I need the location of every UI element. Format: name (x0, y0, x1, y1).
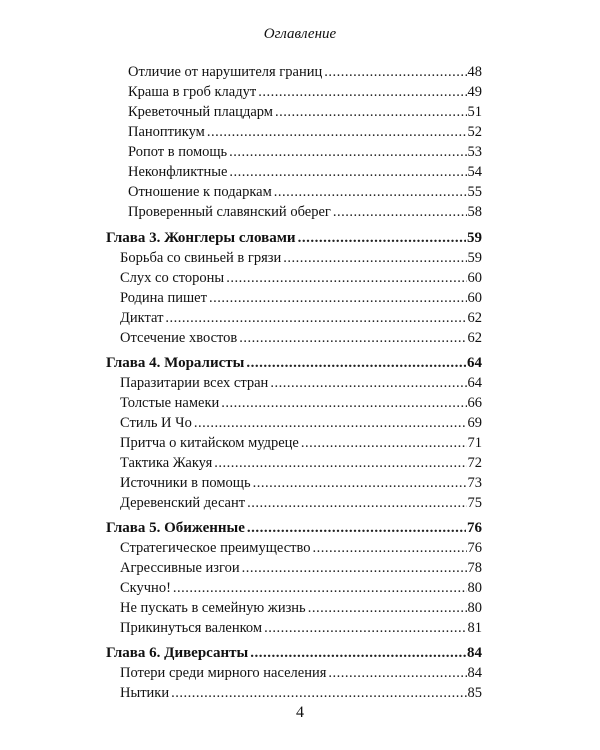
toc-entry-page: 84 (467, 665, 482, 681)
toc-entry-page: 49 (467, 84, 482, 100)
toc-entry-page: 60 (467, 290, 482, 306)
toc-entry-title: Отношение к подаркам (128, 184, 272, 200)
toc-entry-title: Паноптикум (128, 124, 205, 140)
dot-leader (250, 643, 466, 663)
dot-leader (209, 288, 467, 308)
toc-chapter-6[interactable] (106, 643, 482, 663)
toc-entry-title: Стратегическое преимущество (120, 540, 311, 556)
toc-entry[interactable] (120, 453, 482, 473)
toc-entry[interactable] (128, 182, 482, 202)
running-header: Оглавление (263, 26, 337, 42)
toc-entry[interactable] (120, 373, 482, 393)
dot-leader (229, 142, 466, 162)
toc-entry-title: Слух со стороны (120, 270, 225, 286)
toc-entry-page: 78 (467, 560, 482, 576)
toc-entry-page: 58 (467, 204, 482, 220)
dot-leader (274, 182, 467, 202)
chapter-page: 84 (467, 645, 482, 661)
toc-entry-page: 64 (467, 375, 482, 391)
dot-leader (328, 663, 466, 683)
toc-entry[interactable] (120, 288, 482, 308)
toc-entry[interactable] (128, 62, 482, 82)
toc-entry-page: 54 (467, 164, 482, 180)
toc-entry[interactable] (120, 493, 482, 513)
toc-entry[interactable] (128, 122, 482, 142)
toc-entry[interactable] (120, 578, 482, 598)
dot-leader (312, 538, 466, 558)
toc-entry-page: 80 (467, 580, 482, 596)
dot-leader (275, 102, 467, 122)
dot-leader (283, 248, 466, 268)
toc-entry[interactable] (120, 308, 482, 328)
dot-leader (253, 473, 467, 493)
toc-entry-page: 52 (467, 124, 482, 140)
toc-entry[interactable] (120, 393, 482, 413)
toc-entry-title: Нытики (120, 685, 170, 701)
toc-entry-page: 72 (467, 455, 482, 471)
toc-entry-page: 55 (467, 184, 482, 200)
dot-leader (239, 328, 466, 348)
toc-entry[interactable] (128, 82, 482, 102)
toc-entry-title: Стиль И Чо (120, 415, 192, 431)
toc-entry[interactable] (120, 473, 482, 493)
toc-entry-page: 69 (467, 415, 482, 431)
toc-entry-title: Тактика Жакуя (120, 455, 213, 471)
toc-entry[interactable] (120, 268, 482, 288)
dot-leader (194, 413, 467, 433)
toc-entry-page: 48 (467, 64, 482, 80)
toc-entry-title: Толстые намеки (120, 395, 220, 411)
chapter-title: Глава 3. Жонглеры словами (106, 230, 296, 246)
toc-entry-title: Отсечение хвостов (120, 330, 238, 346)
toc-entry[interactable] (120, 413, 482, 433)
dot-leader (247, 518, 466, 538)
dot-leader (226, 268, 466, 288)
dot-leader (258, 82, 466, 102)
toc-entry[interactable] (120, 328, 482, 348)
dot-leader (264, 618, 466, 638)
toc-entry-page: 66 (467, 395, 482, 411)
toc-entry-title: Скучно! (120, 580, 171, 596)
toc-entry-title: Притча о китайском мудреце (120, 435, 299, 451)
toc-chapter-3[interactable] (106, 228, 482, 248)
dot-leader (242, 558, 467, 578)
toc-entry-title: Потери среди мирного населения (120, 665, 327, 681)
dot-leader (229, 162, 466, 182)
toc-entry-title: Прикинуться валенком (120, 620, 263, 636)
toc-entry[interactable] (120, 683, 482, 703)
dot-leader (270, 373, 466, 393)
chapter-title: Глава 5. Обиженные (106, 520, 245, 536)
toc-entry-page: 60 (467, 270, 482, 286)
toc-entry-title: Родина пишет (120, 290, 207, 306)
toc-entry-title: Не пускать в семейную жизнь (120, 600, 306, 616)
toc-entry-page: 62 (467, 330, 482, 346)
toc-entry-page: 76 (467, 540, 482, 556)
chapter-page: 76 (467, 520, 482, 536)
dot-leader (165, 308, 466, 328)
toc-entry-page: 51 (467, 104, 482, 120)
toc-entry-title: Ропот в помощь (128, 144, 228, 160)
toc-entry-page: 62 (467, 310, 482, 326)
dot-leader (333, 202, 467, 222)
toc-entry-page: 81 (467, 620, 482, 636)
toc-entry-title: Паразитарии всех стран (120, 375, 269, 391)
dot-leader (171, 683, 466, 703)
dot-leader (246, 353, 466, 373)
chapter-page: 59 (467, 230, 482, 246)
toc-entry[interactable] (128, 102, 482, 122)
toc-entry[interactable] (120, 598, 482, 618)
dot-leader (247, 493, 466, 513)
toc-entry-title: Краша в гроб кладут (128, 84, 257, 100)
toc-entry[interactable] (120, 433, 482, 453)
toc-entry[interactable] (120, 538, 482, 558)
dot-leader (298, 228, 466, 248)
toc-entry[interactable] (120, 618, 482, 638)
dot-leader (308, 598, 467, 618)
dot-leader (173, 578, 467, 598)
chapter-title: Глава 4. Моралисты (106, 355, 245, 371)
toc-entry-title: Деревенский десант (120, 495, 246, 511)
toc-chapter-5[interactable] (106, 518, 482, 538)
toc-entry[interactable] (128, 162, 482, 182)
toc-entry-title: Источники в помощь (120, 475, 251, 491)
dot-leader (324, 62, 466, 82)
dot-leader (221, 393, 466, 413)
toc-entry-title: Креветочный плацдарм (128, 104, 273, 120)
toc-entry[interactable] (128, 142, 482, 162)
toc-entry-title: Агрессивные изгои (120, 560, 240, 576)
toc-entry-title: Неконфликтные (128, 164, 228, 180)
toc-entry-page: 59 (467, 250, 482, 266)
toc-entry-page: 75 (467, 495, 482, 511)
dot-leader (207, 122, 467, 142)
toc-entry[interactable] (120, 248, 482, 268)
toc-entry-page: 85 (467, 685, 482, 701)
toc-entry-page: 71 (467, 435, 482, 451)
toc-entry-title: Борьба со свиньей в грязи (120, 250, 282, 266)
chapter-title: Глава 6. Диверсанты (106, 645, 249, 661)
toc-entry[interactable] (120, 558, 482, 578)
toc-entry-page: 73 (467, 475, 482, 491)
toc-entry-title: Отличие от нарушителя границ (128, 64, 323, 80)
toc-entry[interactable] (128, 202, 482, 222)
toc-entry-title: Проверенный славянский оберег (128, 204, 331, 220)
dot-leader (301, 433, 467, 453)
toc-entry-page: 53 (467, 144, 482, 160)
toc-chapter-4[interactable] (106, 353, 482, 373)
chapter-page: 64 (467, 355, 482, 371)
toc-entry[interactable] (120, 663, 482, 683)
toc-entry-title: Диктат (120, 310, 164, 326)
page-number: 4 (296, 704, 304, 721)
toc-entry-page: 80 (467, 600, 482, 616)
dot-leader (214, 453, 466, 473)
